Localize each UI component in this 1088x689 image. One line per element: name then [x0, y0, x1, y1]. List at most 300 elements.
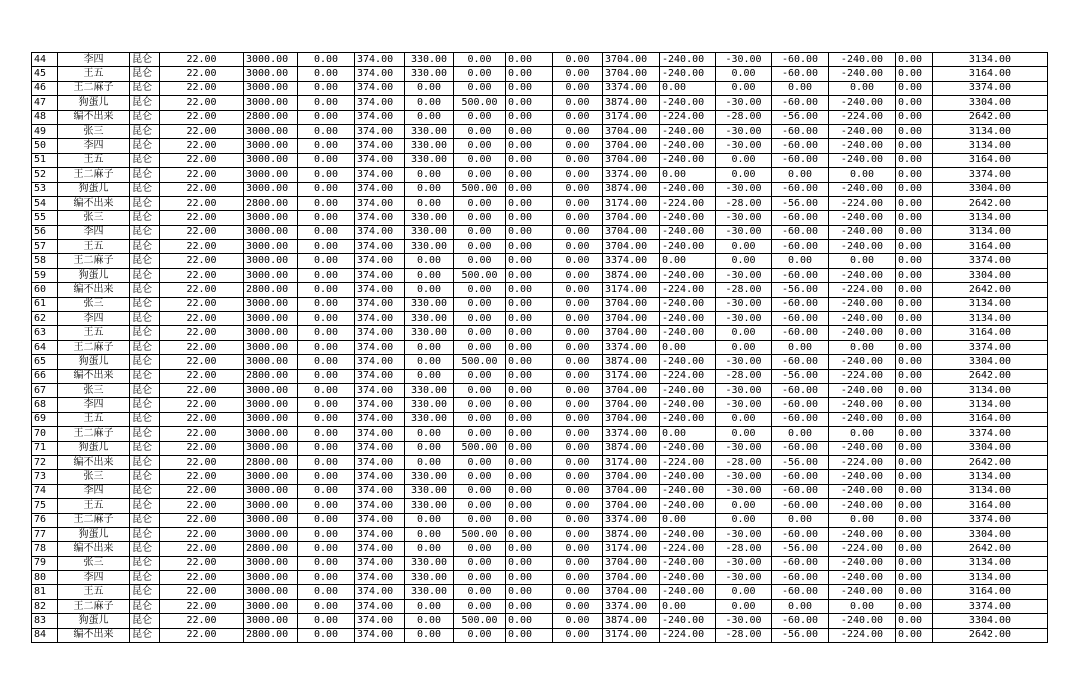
cell-deduction-a[interactable]: -240.00: [660, 312, 716, 326]
cell-value-d[interactable]: 0.00: [405, 513, 454, 527]
cell-value-f[interactable]: 0.00: [506, 110, 553, 124]
cell-value-c[interactable]: 374.00: [355, 326, 405, 340]
cell-value-a[interactable]: 22.00: [160, 412, 244, 426]
cell-value-d[interactable]: 0.00: [405, 614, 454, 628]
cell-deduction-a[interactable]: -240.00: [660, 326, 716, 340]
cell-gross-total[interactable]: 3704.00: [603, 398, 660, 412]
cell-deduction-d[interactable]: -240.00: [829, 499, 896, 513]
cell-deduction-d[interactable]: -224.00: [829, 628, 896, 642]
cell-value-b[interactable]: 0.00: [298, 53, 355, 67]
cell-name[interactable]: 编不出来: [58, 542, 130, 556]
cell-base-pay[interactable]: 3000.00: [244, 153, 298, 167]
cell-value-b[interactable]: 0.00: [298, 124, 355, 138]
cell-value-a[interactable]: 22.00: [160, 124, 244, 138]
cell-value-d[interactable]: 330.00: [405, 124, 454, 138]
cell-net-pay[interactable]: 3374.00: [933, 340, 1048, 354]
cell-deduction-d[interactable]: -240.00: [829, 53, 896, 67]
cell-deduction-e[interactable]: 0.00: [896, 297, 933, 311]
cell-value-e[interactable]: 0.00: [454, 455, 506, 469]
cell-deduction-a[interactable]: -240.00: [660, 355, 716, 369]
cell-value-a[interactable]: 22.00: [160, 268, 244, 282]
cell-value-g[interactable]: 0.00: [553, 599, 603, 613]
cell-deduction-a[interactable]: -224.00: [660, 455, 716, 469]
cell-net-pay[interactable]: 2642.00: [933, 369, 1048, 383]
cell-value-c[interactable]: 374.00: [355, 398, 405, 412]
cell-deduction-c[interactable]: -60.00: [772, 153, 829, 167]
cell-net-pay[interactable]: 3304.00: [933, 182, 1048, 196]
cell-deduction-b[interactable]: 0.00: [716, 326, 772, 340]
cell-value-f[interactable]: 0.00: [506, 412, 553, 426]
cell-deduction-b[interactable]: -30.00: [716, 124, 772, 138]
cell-base-pay[interactable]: 3000.00: [244, 211, 298, 225]
cell-deduction-e[interactable]: 0.00: [896, 124, 933, 138]
cell-deduction-c[interactable]: -60.00: [772, 441, 829, 455]
cell-value-g[interactable]: 0.00: [553, 240, 603, 254]
cell-value-d[interactable]: 330.00: [405, 240, 454, 254]
cell-row-number[interactable]: 82: [32, 599, 58, 613]
cell-base-pay[interactable]: 3000.00: [244, 355, 298, 369]
cell-value-a[interactable]: 22.00: [160, 225, 244, 239]
cell-value-e[interactable]: 0.00: [454, 585, 506, 599]
cell-deduction-b[interactable]: 0.00: [716, 513, 772, 527]
cell-deduction-e[interactable]: 0.00: [896, 499, 933, 513]
cell-value-d[interactable]: 0.00: [405, 96, 454, 110]
cell-value-a[interactable]: 22.00: [160, 211, 244, 225]
cell-name[interactable]: 编不出来: [58, 110, 130, 124]
cell-value-a[interactable]: 22.00: [160, 499, 244, 513]
cell-value-a[interactable]: 22.00: [160, 182, 244, 196]
cell-value-c[interactable]: 374.00: [355, 556, 405, 570]
cell-value-f[interactable]: 0.00: [506, 441, 553, 455]
cell-location[interactable]: 昆仑: [130, 67, 160, 81]
cell-deduction-d[interactable]: -240.00: [829, 240, 896, 254]
cell-value-e[interactable]: 0.00: [454, 240, 506, 254]
cell-value-e[interactable]: 0.00: [454, 110, 506, 124]
cell-deduction-c[interactable]: 0.00: [772, 168, 829, 182]
cell-deduction-b[interactable]: 0.00: [716, 168, 772, 182]
cell-value-f[interactable]: 0.00: [506, 527, 553, 541]
cell-value-e[interactable]: 500.00: [454, 527, 506, 541]
cell-deduction-e[interactable]: 0.00: [896, 153, 933, 167]
cell-value-f[interactable]: 0.00: [506, 268, 553, 282]
cell-deduction-e[interactable]: 0.00: [896, 53, 933, 67]
cell-location[interactable]: 昆仑: [130, 182, 160, 196]
cell-location[interactable]: 昆仑: [130, 628, 160, 642]
cell-value-c[interactable]: 374.00: [355, 53, 405, 67]
cell-value-d[interactable]: 0.00: [405, 527, 454, 541]
cell-gross-total[interactable]: 3374.00: [603, 427, 660, 441]
cell-value-a[interactable]: 22.00: [160, 571, 244, 585]
cell-value-b[interactable]: 0.00: [298, 484, 355, 498]
cell-value-a[interactable]: 22.00: [160, 585, 244, 599]
cell-net-pay[interactable]: 3164.00: [933, 153, 1048, 167]
cell-base-pay[interactable]: 3000.00: [244, 441, 298, 455]
cell-gross-total[interactable]: 3704.00: [603, 571, 660, 585]
cell-value-c[interactable]: 374.00: [355, 211, 405, 225]
cell-deduction-c[interactable]: -60.00: [772, 225, 829, 239]
cell-value-b[interactable]: 0.00: [298, 398, 355, 412]
cell-value-e[interactable]: 0.00: [454, 168, 506, 182]
cell-gross-total[interactable]: 3374.00: [603, 81, 660, 95]
cell-location[interactable]: 昆仑: [130, 355, 160, 369]
cell-base-pay[interactable]: 3000.00: [244, 240, 298, 254]
cell-value-e[interactable]: 0.00: [454, 312, 506, 326]
cell-location[interactable]: 昆仑: [130, 427, 160, 441]
cell-value-a[interactable]: 22.00: [160, 168, 244, 182]
cell-value-g[interactable]: 0.00: [553, 585, 603, 599]
cell-value-c[interactable]: 374.00: [355, 383, 405, 397]
cell-value-c[interactable]: 374.00: [355, 240, 405, 254]
cell-value-d[interactable]: 330.00: [405, 383, 454, 397]
cell-row-number[interactable]: 78: [32, 542, 58, 556]
cell-value-a[interactable]: 22.00: [160, 542, 244, 556]
cell-deduction-e[interactable]: 0.00: [896, 96, 933, 110]
cell-location[interactable]: 昆仑: [130, 599, 160, 613]
cell-location[interactable]: 昆仑: [130, 455, 160, 469]
cell-deduction-b[interactable]: -30.00: [716, 225, 772, 239]
cell-value-g[interactable]: 0.00: [553, 297, 603, 311]
cell-base-pay[interactable]: 3000.00: [244, 470, 298, 484]
cell-value-c[interactable]: 374.00: [355, 571, 405, 585]
cell-net-pay[interactable]: 3134.00: [933, 470, 1048, 484]
cell-name[interactable]: 王二麻子: [58, 254, 130, 268]
cell-value-d[interactable]: 330.00: [405, 326, 454, 340]
cell-row-number[interactable]: 64: [32, 340, 58, 354]
cell-row-number[interactable]: 69: [32, 412, 58, 426]
cell-deduction-e[interactable]: 0.00: [896, 254, 933, 268]
cell-value-g[interactable]: 0.00: [553, 312, 603, 326]
cell-value-g[interactable]: 0.00: [553, 283, 603, 297]
cell-value-a[interactable]: 22.00: [160, 312, 244, 326]
cell-value-f[interactable]: 0.00: [506, 571, 553, 585]
cell-deduction-c[interactable]: -56.00: [772, 628, 829, 642]
cell-value-c[interactable]: 374.00: [355, 153, 405, 167]
cell-location[interactable]: 昆仑: [130, 527, 160, 541]
cell-location[interactable]: 昆仑: [130, 499, 160, 513]
cell-row-number[interactable]: 61: [32, 297, 58, 311]
cell-deduction-e[interactable]: 0.00: [896, 225, 933, 239]
cell-location[interactable]: 昆仑: [130, 326, 160, 340]
cell-deduction-e[interactable]: 0.00: [896, 355, 933, 369]
cell-deduction-b[interactable]: 0.00: [716, 340, 772, 354]
cell-row-number[interactable]: 77: [32, 527, 58, 541]
cell-deduction-b[interactable]: 0.00: [716, 499, 772, 513]
cell-value-f[interactable]: 0.00: [506, 297, 553, 311]
cell-name[interactable]: 编不出来: [58, 369, 130, 383]
cell-value-e[interactable]: 0.00: [454, 53, 506, 67]
cell-deduction-d[interactable]: -240.00: [829, 211, 896, 225]
cell-name[interactable]: 编不出来: [58, 628, 130, 642]
cell-deduction-c[interactable]: 0.00: [772, 81, 829, 95]
cell-value-a[interactable]: 22.00: [160, 139, 244, 153]
cell-value-b[interactable]: 0.00: [298, 441, 355, 455]
cell-deduction-d[interactable]: -240.00: [829, 96, 896, 110]
cell-value-a[interactable]: 22.00: [160, 254, 244, 268]
cell-row-number[interactable]: 57: [32, 240, 58, 254]
cell-value-c[interactable]: 374.00: [355, 110, 405, 124]
cell-gross-total[interactable]: 3704.00: [603, 225, 660, 239]
cell-name[interactable]: 王五: [58, 585, 130, 599]
cell-net-pay[interactable]: 3134.00: [933, 383, 1048, 397]
cell-value-d[interactable]: 0.00: [405, 455, 454, 469]
cell-row-number[interactable]: 72: [32, 455, 58, 469]
cell-base-pay[interactable]: 3000.00: [244, 225, 298, 239]
cell-value-c[interactable]: 374.00: [355, 81, 405, 95]
cell-deduction-a[interactable]: -240.00: [660, 571, 716, 585]
cell-row-number[interactable]: 63: [32, 326, 58, 340]
cell-deduction-c[interactable]: 0.00: [772, 340, 829, 354]
cell-value-e[interactable]: 0.00: [454, 139, 506, 153]
cell-value-g[interactable]: 0.00: [553, 513, 603, 527]
cell-deduction-b[interactable]: 0.00: [716, 585, 772, 599]
cell-value-b[interactable]: 0.00: [298, 513, 355, 527]
cell-deduction-d[interactable]: 0.00: [829, 168, 896, 182]
cell-value-c[interactable]: 374.00: [355, 455, 405, 469]
cell-base-pay[interactable]: 2800.00: [244, 196, 298, 210]
cell-deduction-c[interactable]: -60.00: [772, 398, 829, 412]
cell-value-b[interactable]: 0.00: [298, 326, 355, 340]
cell-deduction-e[interactable]: 0.00: [896, 398, 933, 412]
cell-net-pay[interactable]: 3374.00: [933, 254, 1048, 268]
cell-deduction-d[interactable]: -240.00: [829, 153, 896, 167]
cell-deduction-d[interactable]: -240.00: [829, 67, 896, 81]
cell-deduction-d[interactable]: 0.00: [829, 254, 896, 268]
cell-value-e[interactable]: 0.00: [454, 254, 506, 268]
cell-deduction-d[interactable]: -240.00: [829, 585, 896, 599]
cell-value-b[interactable]: 0.00: [298, 297, 355, 311]
cell-value-e[interactable]: 0.00: [454, 81, 506, 95]
cell-value-g[interactable]: 0.00: [553, 412, 603, 426]
cell-deduction-d[interactable]: -240.00: [829, 326, 896, 340]
cell-net-pay[interactable]: 3164.00: [933, 499, 1048, 513]
cell-location[interactable]: 昆仑: [130, 139, 160, 153]
cell-value-c[interactable]: 374.00: [355, 225, 405, 239]
cell-row-number[interactable]: 59: [32, 268, 58, 282]
cell-deduction-b[interactable]: -30.00: [716, 571, 772, 585]
cell-gross-total[interactable]: 3704.00: [603, 556, 660, 570]
cell-value-f[interactable]: 0.00: [506, 484, 553, 498]
cell-name[interactable]: 王二麻子: [58, 340, 130, 354]
cell-value-c[interactable]: 374.00: [355, 182, 405, 196]
cell-name[interactable]: 狗蛋儿: [58, 527, 130, 541]
cell-location[interactable]: 昆仑: [130, 81, 160, 95]
cell-deduction-b[interactable]: -30.00: [716, 527, 772, 541]
cell-deduction-a[interactable]: -240.00: [660, 53, 716, 67]
cell-value-c[interactable]: 374.00: [355, 585, 405, 599]
cell-location[interactable]: 昆仑: [130, 398, 160, 412]
cell-deduction-a[interactable]: -224.00: [660, 110, 716, 124]
cell-deduction-c[interactable]: 0.00: [772, 599, 829, 613]
cell-value-b[interactable]: 0.00: [298, 110, 355, 124]
cell-value-b[interactable]: 0.00: [298, 383, 355, 397]
cell-row-number[interactable]: 55: [32, 211, 58, 225]
cell-deduction-d[interactable]: -224.00: [829, 542, 896, 556]
cell-net-pay[interactable]: 3304.00: [933, 614, 1048, 628]
cell-value-f[interactable]: 0.00: [506, 182, 553, 196]
cell-location[interactable]: 昆仑: [130, 369, 160, 383]
cell-deduction-b[interactable]: 0.00: [716, 412, 772, 426]
cell-value-b[interactable]: 0.00: [298, 369, 355, 383]
cell-gross-total[interactable]: 3874.00: [603, 527, 660, 541]
cell-gross-total[interactable]: 3174.00: [603, 542, 660, 556]
cell-value-f[interactable]: 0.00: [506, 398, 553, 412]
cell-value-g[interactable]: 0.00: [553, 340, 603, 354]
cell-net-pay[interactable]: 2642.00: [933, 455, 1048, 469]
cell-value-f[interactable]: 0.00: [506, 124, 553, 138]
cell-deduction-e[interactable]: 0.00: [896, 383, 933, 397]
cell-row-number[interactable]: 56: [32, 225, 58, 239]
cell-deduction-c[interactable]: -56.00: [772, 455, 829, 469]
cell-deduction-a[interactable]: -240.00: [660, 556, 716, 570]
cell-base-pay[interactable]: 3000.00: [244, 599, 298, 613]
cell-location[interactable]: 昆仑: [130, 542, 160, 556]
cell-value-e[interactable]: 500.00: [454, 614, 506, 628]
cell-base-pay[interactable]: 2800.00: [244, 628, 298, 642]
cell-value-e[interactable]: 500.00: [454, 355, 506, 369]
cell-deduction-b[interactable]: 0.00: [716, 240, 772, 254]
cell-value-g[interactable]: 0.00: [553, 53, 603, 67]
cell-value-e[interactable]: 0.00: [454, 67, 506, 81]
cell-row-number[interactable]: 67: [32, 383, 58, 397]
cell-deduction-d[interactable]: -240.00: [829, 182, 896, 196]
cell-value-b[interactable]: 0.00: [298, 153, 355, 167]
cell-row-number[interactable]: 46: [32, 81, 58, 95]
cell-value-g[interactable]: 0.00: [553, 355, 603, 369]
cell-value-c[interactable]: 374.00: [355, 542, 405, 556]
cell-deduction-d[interactable]: -240.00: [829, 297, 896, 311]
cell-deduction-c[interactable]: 0.00: [772, 254, 829, 268]
cell-net-pay[interactable]: 3134.00: [933, 312, 1048, 326]
cell-location[interactable]: 昆仑: [130, 585, 160, 599]
cell-deduction-b[interactable]: 0.00: [716, 67, 772, 81]
cell-deduction-c[interactable]: -60.00: [772, 470, 829, 484]
cell-deduction-d[interactable]: -224.00: [829, 196, 896, 210]
cell-value-a[interactable]: 22.00: [160, 53, 244, 67]
cell-deduction-e[interactable]: 0.00: [896, 585, 933, 599]
cell-value-a[interactable]: 22.00: [160, 110, 244, 124]
cell-deduction-e[interactable]: 0.00: [896, 455, 933, 469]
cell-gross-total[interactable]: 3174.00: [603, 196, 660, 210]
cell-value-c[interactable]: 374.00: [355, 527, 405, 541]
cell-gross-total[interactable]: 3874.00: [603, 355, 660, 369]
cell-deduction-e[interactable]: 0.00: [896, 527, 933, 541]
cell-value-g[interactable]: 0.00: [553, 614, 603, 628]
cell-value-a[interactable]: 22.00: [160, 628, 244, 642]
cell-gross-total[interactable]: 3704.00: [603, 499, 660, 513]
cell-location[interactable]: 昆仑: [130, 153, 160, 167]
cell-value-g[interactable]: 0.00: [553, 427, 603, 441]
cell-name[interactable]: 王五: [58, 153, 130, 167]
cell-value-d[interactable]: 0.00: [405, 369, 454, 383]
cell-value-e[interactable]: 0.00: [454, 398, 506, 412]
cell-value-e[interactable]: 0.00: [454, 211, 506, 225]
cell-value-g[interactable]: 0.00: [553, 455, 603, 469]
cell-deduction-b[interactable]: -28.00: [716, 455, 772, 469]
cell-value-b[interactable]: 0.00: [298, 168, 355, 182]
cell-value-a[interactable]: 22.00: [160, 513, 244, 527]
cell-deduction-e[interactable]: 0.00: [896, 571, 933, 585]
cell-name[interactable]: 狗蛋儿: [58, 355, 130, 369]
cell-value-d[interactable]: 330.00: [405, 484, 454, 498]
cell-value-d[interactable]: 330.00: [405, 67, 454, 81]
cell-base-pay[interactable]: 2800.00: [244, 283, 298, 297]
cell-net-pay[interactable]: 3134.00: [933, 556, 1048, 570]
cell-value-b[interactable]: 0.00: [298, 427, 355, 441]
cell-row-number[interactable]: 66: [32, 369, 58, 383]
cell-name[interactable]: 王五: [58, 412, 130, 426]
cell-gross-total[interactable]: 3874.00: [603, 614, 660, 628]
cell-deduction-e[interactable]: 0.00: [896, 470, 933, 484]
cell-deduction-b[interactable]: -30.00: [716, 312, 772, 326]
cell-deduction-d[interactable]: -240.00: [829, 355, 896, 369]
cell-value-c[interactable]: 374.00: [355, 297, 405, 311]
cell-value-e[interactable]: 500.00: [454, 96, 506, 110]
cell-deduction-d[interactable]: -240.00: [829, 139, 896, 153]
cell-gross-total[interactable]: 3704.00: [603, 53, 660, 67]
cell-value-c[interactable]: 374.00: [355, 254, 405, 268]
cell-deduction-b[interactable]: -30.00: [716, 96, 772, 110]
cell-deduction-c[interactable]: -60.00: [772, 326, 829, 340]
cell-location[interactable]: 昆仑: [130, 283, 160, 297]
cell-value-d[interactable]: 330.00: [405, 556, 454, 570]
cell-deduction-e[interactable]: 0.00: [896, 240, 933, 254]
cell-value-f[interactable]: 0.00: [506, 168, 553, 182]
cell-deduction-b[interactable]: 0.00: [716, 599, 772, 613]
cell-value-d[interactable]: 0.00: [405, 340, 454, 354]
cell-value-a[interactable]: 22.00: [160, 484, 244, 498]
cell-deduction-a[interactable]: -240.00: [660, 499, 716, 513]
cell-row-number[interactable]: 54: [32, 196, 58, 210]
cell-value-f[interactable]: 0.00: [506, 455, 553, 469]
cell-base-pay[interactable]: 3000.00: [244, 312, 298, 326]
cell-row-number[interactable]: 60: [32, 283, 58, 297]
cell-deduction-a[interactable]: 0.00: [660, 254, 716, 268]
cell-location[interactable]: 昆仑: [130, 268, 160, 282]
cell-value-f[interactable]: 0.00: [506, 81, 553, 95]
cell-value-e[interactable]: 0.00: [454, 196, 506, 210]
cell-base-pay[interactable]: 3000.00: [244, 427, 298, 441]
cell-location[interactable]: 昆仑: [130, 614, 160, 628]
cell-base-pay[interactable]: 3000.00: [244, 326, 298, 340]
cell-deduction-b[interactable]: -28.00: [716, 283, 772, 297]
cell-deduction-a[interactable]: -240.00: [660, 297, 716, 311]
cell-value-d[interactable]: 0.00: [405, 441, 454, 455]
cell-value-g[interactable]: 0.00: [553, 110, 603, 124]
cell-row-number[interactable]: 68: [32, 398, 58, 412]
cell-deduction-c[interactable]: -60.00: [772, 182, 829, 196]
cell-value-d[interactable]: 0.00: [405, 268, 454, 282]
cell-row-number[interactable]: 79: [32, 556, 58, 570]
cell-base-pay[interactable]: 2800.00: [244, 542, 298, 556]
cell-value-e[interactable]: 0.00: [454, 297, 506, 311]
cell-deduction-b[interactable]: -30.00: [716, 470, 772, 484]
cell-deduction-a[interactable]: 0.00: [660, 513, 716, 527]
cell-value-f[interactable]: 0.00: [506, 585, 553, 599]
cell-deduction-a[interactable]: -224.00: [660, 283, 716, 297]
cell-base-pay[interactable]: 3000.00: [244, 513, 298, 527]
cell-base-pay[interactable]: 3000.00: [244, 398, 298, 412]
cell-value-b[interactable]: 0.00: [298, 542, 355, 556]
cell-row-number[interactable]: 47: [32, 96, 58, 110]
cell-value-d[interactable]: 0.00: [405, 628, 454, 642]
cell-value-g[interactable]: 0.00: [553, 398, 603, 412]
cell-location[interactable]: 昆仑: [130, 240, 160, 254]
cell-value-g[interactable]: 0.00: [553, 124, 603, 138]
cell-deduction-e[interactable]: 0.00: [896, 268, 933, 282]
cell-name[interactable]: 张三: [58, 383, 130, 397]
cell-gross-total[interactable]: 3704.00: [603, 484, 660, 498]
cell-value-b[interactable]: 0.00: [298, 628, 355, 642]
